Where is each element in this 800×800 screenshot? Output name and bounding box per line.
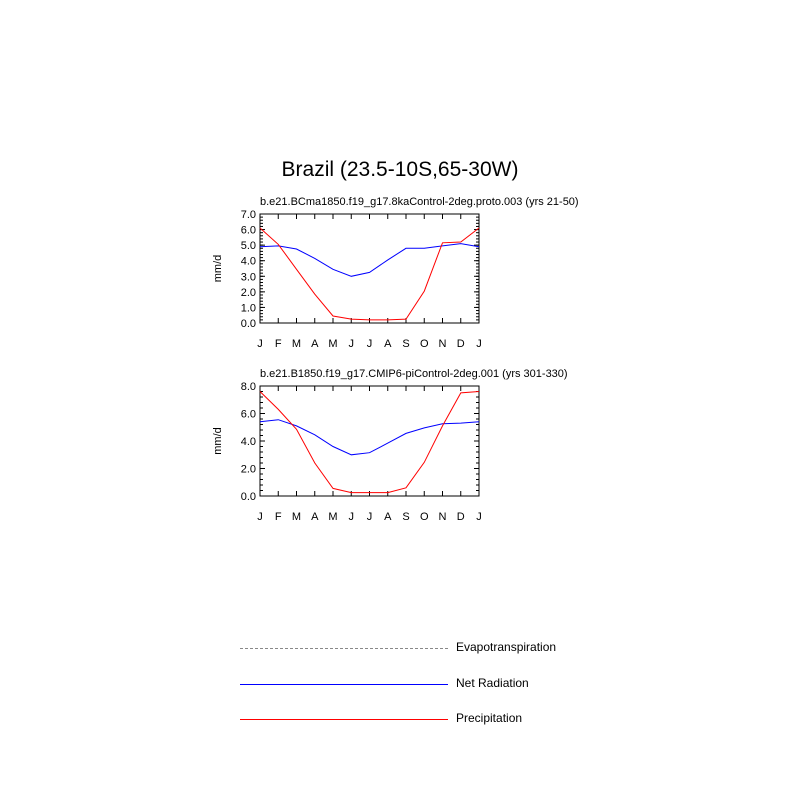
panel-title: b.e21.B1850.f19_g17.CMIP6-piControl-2deg.001 (yrs 301-330) (260, 368, 568, 380)
y-tick-label: 7.0 (240, 209, 256, 221)
x-tick-label: F (274, 511, 282, 523)
x-tick-label: D (456, 511, 465, 523)
legend-item-precipitation (240, 709, 640, 729)
x-tick-label: J (476, 511, 482, 523)
y-tick-label: 0.0 (240, 318, 256, 330)
x-tick-label: F (274, 338, 282, 350)
legend (240, 630, 640, 740)
x-tick-label: J (257, 338, 263, 350)
legend-label-precipitation: Precipitation (456, 711, 523, 725)
figure-title: Brazil (23.5-10S,65-30W) (281, 158, 519, 181)
series-line-precipitation (260, 228, 479, 320)
x-tick-label: O (419, 511, 429, 523)
x-tick-label: J (348, 338, 354, 350)
panel-title: b.e21.BCma1850.f19_g17.8kaControl-2deg.proto.003 (yrs 21-50) (260, 196, 579, 208)
series-line-net-radiation (260, 244, 479, 277)
x-tick-label: A (384, 511, 392, 523)
y-tick-label: 3.0 (240, 271, 256, 284)
x-tick-label: A (311, 338, 319, 350)
y-axis-label: mm/d (212, 427, 224, 455)
x-tick-label: J (366, 338, 373, 350)
x-tick-label: M (291, 511, 302, 523)
legend-label-net-radiation: Net Radiation (456, 676, 529, 690)
legend-item-net-radiation (240, 674, 640, 694)
y-tick-label: 4.0 (240, 255, 256, 268)
x-tick-label: M (328, 338, 338, 350)
x-tick-label: A (384, 338, 392, 350)
x-tick-label: M (291, 338, 302, 350)
y-tick-label: 1.0 (240, 302, 256, 315)
plot-frame (260, 386, 479, 496)
x-tick-label: N (438, 511, 447, 523)
x-tick-label: D (456, 338, 465, 350)
legend-item-evapotranspiration (240, 638, 640, 658)
legend-swatch-evapotranspiration (240, 648, 448, 649)
y-tick-label: 0.0 (240, 491, 256, 503)
y-tick-label: 4.0 (240, 436, 256, 448)
y-axis-label: mm/d (212, 254, 224, 283)
legend-swatch-net-radiation (240, 684, 448, 685)
x-tick-label: J (257, 511, 263, 523)
legend-label-evapotranspiration: Evapotranspiration (456, 640, 557, 654)
y-tick-label: 6.0 (240, 408, 256, 421)
x-tick-label: M (328, 511, 338, 523)
y-tick-label: 2.0 (240, 286, 256, 299)
x-tick-label: N (438, 338, 447, 350)
series-line-precipitation (260, 392, 479, 493)
x-tick-label: S (402, 338, 410, 350)
y-tick-label: 8.0 (240, 381, 256, 393)
x-tick-label: J (366, 511, 373, 523)
legend-swatch-precipitation (240, 719, 448, 720)
x-tick-label: S (402, 511, 410, 523)
x-tick-label: J (348, 511, 354, 523)
y-tick-label: 2.0 (240, 463, 256, 476)
x-tick-label: A (311, 511, 319, 523)
y-tick-label: 5.0 (240, 240, 256, 253)
x-tick-label: J (476, 338, 482, 350)
plot-frame (260, 214, 479, 323)
y-tick-label: 6.0 (240, 224, 256, 237)
x-tick-label: O (419, 338, 429, 350)
